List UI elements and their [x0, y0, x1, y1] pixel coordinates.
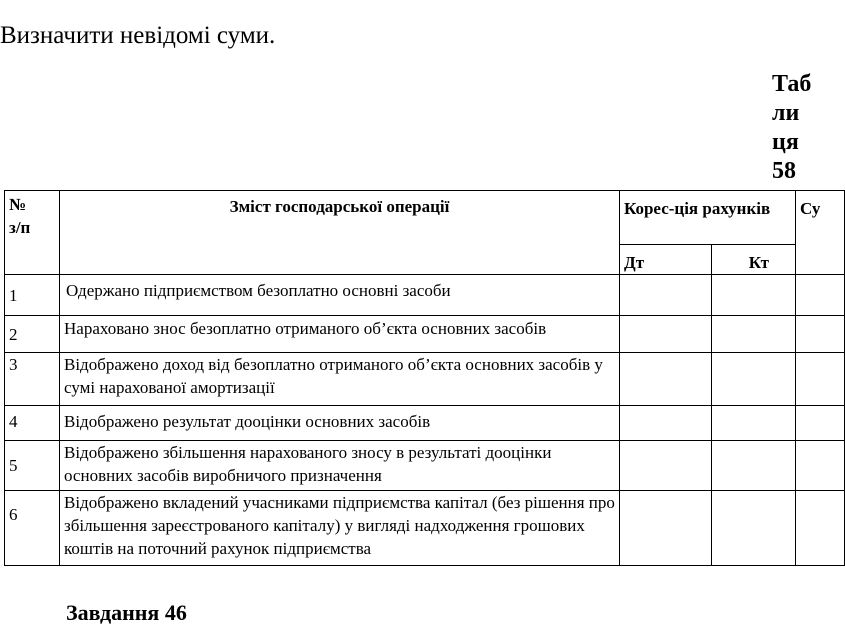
row-credit-cell — [712, 353, 796, 406]
row-operation-text: Відображено вкладений учасниками підприємства капітал (без рішення про збільшення зареєстрованого капіталу) у вигляді надходження грошових коштів на поточний рахунок підприємства — [60, 491, 620, 566]
row-credit-cell — [712, 316, 796, 353]
table-caption-line: 58 — [772, 158, 796, 184]
row-debit-cell — [620, 491, 712, 566]
table-row — [5, 275, 845, 316]
row-number: 6 — [5, 491, 60, 566]
row-operation-text: Нараховано знос безоплатно отриманого об’єкта основних засобів — [60, 316, 620, 353]
instruction-text: Визначити невідомі суми. — [0, 22, 276, 49]
row-sum-cell — [796, 491, 845, 566]
table-caption — [772, 70, 811, 186]
row-credit-cell — [712, 406, 796, 441]
header-credit-cell: Кт — [712, 245, 796, 275]
row-sum-cell — [796, 353, 845, 406]
table-row — [5, 406, 845, 441]
row-number: 4 — [5, 406, 60, 441]
row-debit-cell — [620, 441, 712, 491]
table-caption-line: ли — [772, 100, 800, 126]
table-row — [5, 441, 845, 491]
row-debit-cell — [620, 275, 712, 316]
table-row — [5, 316, 845, 353]
row-number: 1 — [5, 275, 60, 316]
table-caption-line: Таб — [772, 71, 812, 97]
header-sum-cell: Су — [796, 191, 845, 275]
row-credit-cell — [712, 491, 796, 566]
header-content-cell: Зміст господарської операції — [60, 191, 620, 275]
row-credit-cell — [712, 441, 796, 491]
row-number: 3 — [5, 353, 60, 406]
row-sum-cell — [796, 275, 845, 316]
row-sum-cell — [796, 316, 845, 353]
row-credit-cell — [712, 275, 796, 316]
row-sum-cell — [796, 441, 845, 491]
row-operation-text: Одержано підприємством безоплатно основні засоби — [60, 275, 620, 316]
table-header-row — [5, 191, 845, 245]
header-debit-cell: Дт — [620, 245, 712, 275]
task-title: Завдання 46 — [66, 600, 187, 625]
row-debit-cell — [620, 406, 712, 441]
row-operation-text: Відображено результат дооцінки основних засобів — [60, 406, 620, 441]
header-number-cell — [5, 191, 60, 275]
table-row — [5, 491, 845, 566]
row-number: 5 — [5, 441, 60, 491]
header-number-symbol: № — [9, 195, 27, 214]
row-debit-cell — [620, 316, 712, 353]
header-number-abbr: з/п — [9, 218, 31, 237]
header-correspondence-cell: Корес-ція рахунків — [620, 191, 796, 245]
operations-table — [4, 190, 845, 566]
row-operation-text: Відображено збільшення нарахованого зносу в результаті дооцінки основних засобів виробничого призначення — [60, 441, 620, 491]
table-caption-line: ця — [772, 129, 799, 155]
row-operation-text: Відображено доход від безоплатно отриманого об’єкта основних засобів у сумі нарахованої амортизації — [60, 353, 620, 406]
table-row — [5, 353, 845, 406]
row-number: 2 — [5, 316, 60, 353]
row-sum-cell — [796, 406, 845, 441]
row-debit-cell — [620, 353, 712, 406]
